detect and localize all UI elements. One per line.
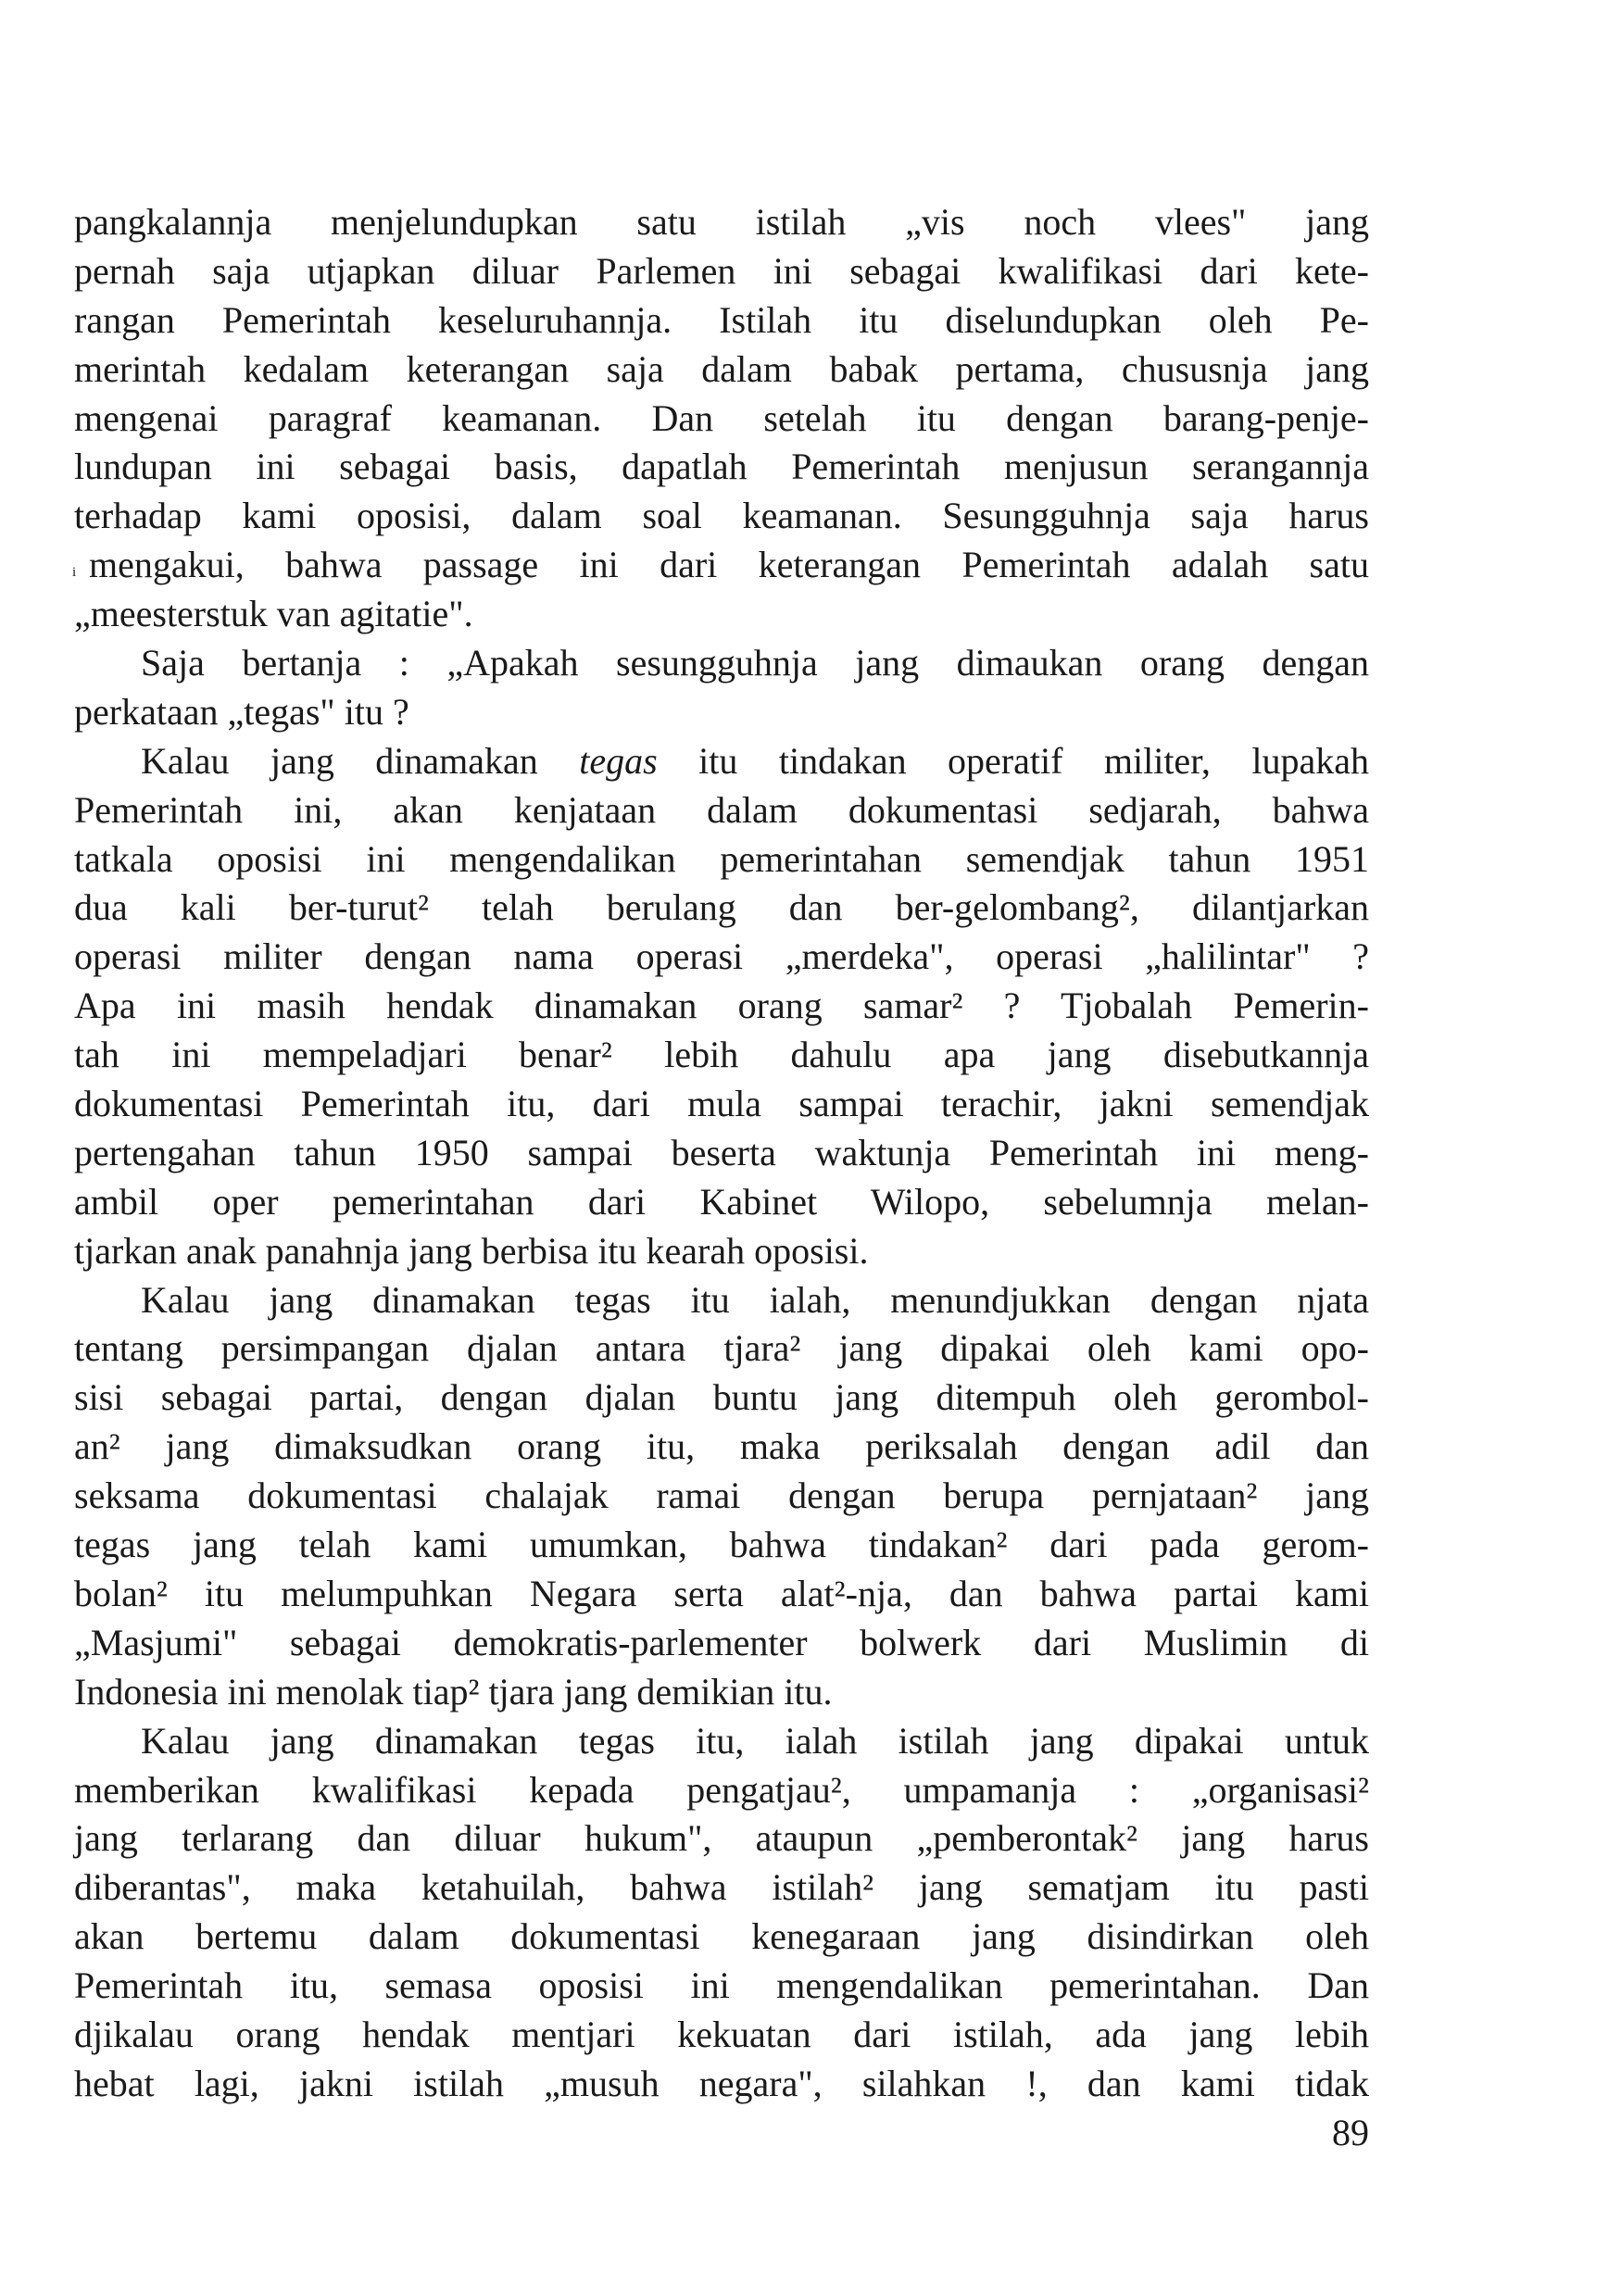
line-text: sisi sebagai partai, dengan djalan buntu jang ditempuh oleh gerombol- <box>74 1376 1369 1419</box>
text-line <box>74 835 1369 885</box>
stray-mark: i <box>72 565 77 581</box>
line-text: memberikan kwalifikasi kepada pengatjau², umpamanja : „organisasi² <box>74 1768 1369 1811</box>
text-line <box>74 982 1369 1031</box>
line-text: pangkalannja menjelundupkan satu istilah „vis noch vlees" jang <box>74 201 1369 243</box>
text-line <box>74 296 1369 345</box>
line-text: tegas jang telah kami umumkan, bahwa tindakan² dari pada gerom- <box>74 1524 1369 1566</box>
line-text: bolan² itu melumpuhkan Negara serta alat²-nja, dan bahwa partai kami <box>74 1572 1369 1614</box>
line-text: hebat lagi, jakni istilah „musuh negara", silahkan !, dan kami tidak <box>74 2062 1369 2104</box>
line-text: Indonesia ini menolak tiap² tjara jang demikian itu. <box>74 1670 833 1713</box>
text-line <box>74 786 1369 835</box>
text-line <box>74 1129 1369 1178</box>
text-line <box>74 1178 1369 1227</box>
line-text: lundupan ini sebagai basis, dapatlah Pemerintah menjusun serangannja <box>74 445 1369 488</box>
line-text: merintah kedalam keterangan saja dalam babak pertama, chususnja jang <box>74 347 1369 390</box>
text-line <box>74 1227 1369 1276</box>
line-text: dokumentasi Pemerintah itu, dari mula sampai terachir, jakni semendjak <box>74 1083 1369 1125</box>
line-text: Kalau jang dinamakan tegas itu, ialah istilah jang dipakai untuk <box>141 1719 1369 1762</box>
document-page <box>74 198 1369 2158</box>
line-text: terhadap kami oposisi, dalam soal keamanan. Sesungguhnja saja harus <box>74 495 1369 537</box>
text-line <box>74 590 1369 639</box>
line-text: operasi militer dengan nama operasi „merdeka", operasi „halilintar" ? <box>74 935 1369 978</box>
italic-word: tegas <box>579 739 658 782</box>
text-line <box>74 395 1369 444</box>
line-text: akan bertemu dalam dokumentasi kenegaraan jang disindirkan oleh <box>74 1915 1369 1958</box>
text-line <box>74 1717 1369 1766</box>
line-text: tjarkan anak panahnja jang berbisa itu kearah oposisi. <box>74 1229 869 1272</box>
line-text: tatkala oposisi ini mengendalikan pemerintahan semendjak tahun 1951 <box>74 837 1369 880</box>
text-line <box>74 1619 1369 1668</box>
line-text: pertengahan tahun 1950 sampai beserta waktunja Pemerintah ini meng- <box>74 1131 1369 1173</box>
line-text: mengenai paragraf keamanan. Dan setelah itu dengan barang-penje- <box>74 396 1369 439</box>
text-line <box>74 933 1369 982</box>
text-line <box>74 1766 1369 1815</box>
paragraph <box>74 639 1369 737</box>
line-text: rangan Pemerintah keseluruhannja. Istilah itu diselundupkan oleh Pe- <box>74 298 1369 341</box>
text-line <box>74 443 1369 492</box>
text-line <box>74 1374 1369 1423</box>
text-line <box>74 541 1369 590</box>
line-text: Apa ini masih hendak dinamakan orang samar² ? Tjobalah Pemerin- <box>74 985 1369 1027</box>
text-line <box>74 2011 1369 2060</box>
line-text: seksama dokumentasi chalajak ramai dengan berupa pernjataan² jang <box>74 1474 1369 1517</box>
text-line <box>74 1962 1369 2011</box>
text-line <box>74 884 1369 933</box>
text-line <box>74 1423 1369 1472</box>
text-line <box>74 737 1369 786</box>
paragraph <box>74 737 1369 1276</box>
line-text: tah ini mempeladjari benar² lebih dahulu apa jang disebutkannja <box>74 1034 1369 1076</box>
text-line <box>74 2060 1369 2109</box>
line-text: „Masjumi" sebagai demokratis-parlementer bolwerk dari Muslimin di <box>74 1621 1369 1663</box>
line-text: dua kali ber-turut² telah berulang dan ber-gelombang², dilantjarkan <box>74 886 1369 929</box>
line-text: mengakui, bahwa passage ini dari keterangan Pemerintah adalah satu <box>89 544 1369 586</box>
line-text: Kalau jang dinamakan tegas itu ialah, menundjukkan dengan njata <box>141 1278 1369 1321</box>
line-text: diberantas", maka ketahuilah, bahwa istilah² jang sematjam itu pasti <box>74 1866 1369 1909</box>
text-line <box>74 492 1369 541</box>
text-line <box>74 1324 1369 1374</box>
line-text: tentang persimpangan djalan antara tjara² jang dipakai oleh kami opo- <box>74 1327 1369 1370</box>
paragraph <box>74 1276 1369 1717</box>
text-line <box>74 1472 1369 1521</box>
text-line <box>74 1668 1369 1717</box>
text-line <box>74 1080 1369 1129</box>
text-segment: itu tindakan operatif militer, lupakah <box>657 739 1369 782</box>
paragraph <box>74 1717 1369 2109</box>
text-line <box>74 1863 1369 1913</box>
text-line <box>74 198 1369 247</box>
page-number: 89 <box>1332 2111 1369 2153</box>
line-text: perkataan „tegas" itu ? <box>74 690 409 733</box>
text-line <box>74 688 1369 737</box>
line-text: Saja bertanja : „Apakah sesungguhnja jang dimaukan orang dengan <box>141 642 1369 684</box>
text-line <box>74 1570 1369 1619</box>
line-text: an² jang dimaksudkan orang itu, maka periksalah dengan adil dan <box>74 1425 1369 1468</box>
paragraph <box>74 198 1369 639</box>
text-line <box>74 1031 1369 1080</box>
text-line <box>74 1521 1369 1570</box>
line-text: Pemerintah itu, semasa oposisi ini mengendalikan pemerintahan. Dan <box>74 1964 1369 2007</box>
line-text: djikalau orang hendak mentjari kekuatan dari istilah, ada jang lebih <box>74 2013 1369 2055</box>
text-line <box>74 1814 1369 1863</box>
text-line <box>74 345 1369 395</box>
text-line <box>74 247 1369 296</box>
line-text: ambil oper pemerintahan dari Kabinet Wilopo, sebelumnja melan- <box>74 1180 1369 1223</box>
text-line <box>74 639 1369 688</box>
line-text: „meesterstuk van agitatie". <box>74 593 473 635</box>
line-text: Pemerintah ini, akan kenjataan dalam dokumentasi sedjarah, bahwa <box>74 788 1369 831</box>
text-segment: Kalau jang dinamakan <box>141 739 580 782</box>
text-line <box>74 1913 1369 1962</box>
text-line <box>74 1276 1369 1325</box>
line-text: jang terlarang dan diluar hukum", ataupun „pemberontak² jang harus <box>74 1817 1369 1860</box>
line-text: pernah saja utjapkan diluar Parlemen ini sebagai kwalifikasi dari kete- <box>74 249 1369 292</box>
